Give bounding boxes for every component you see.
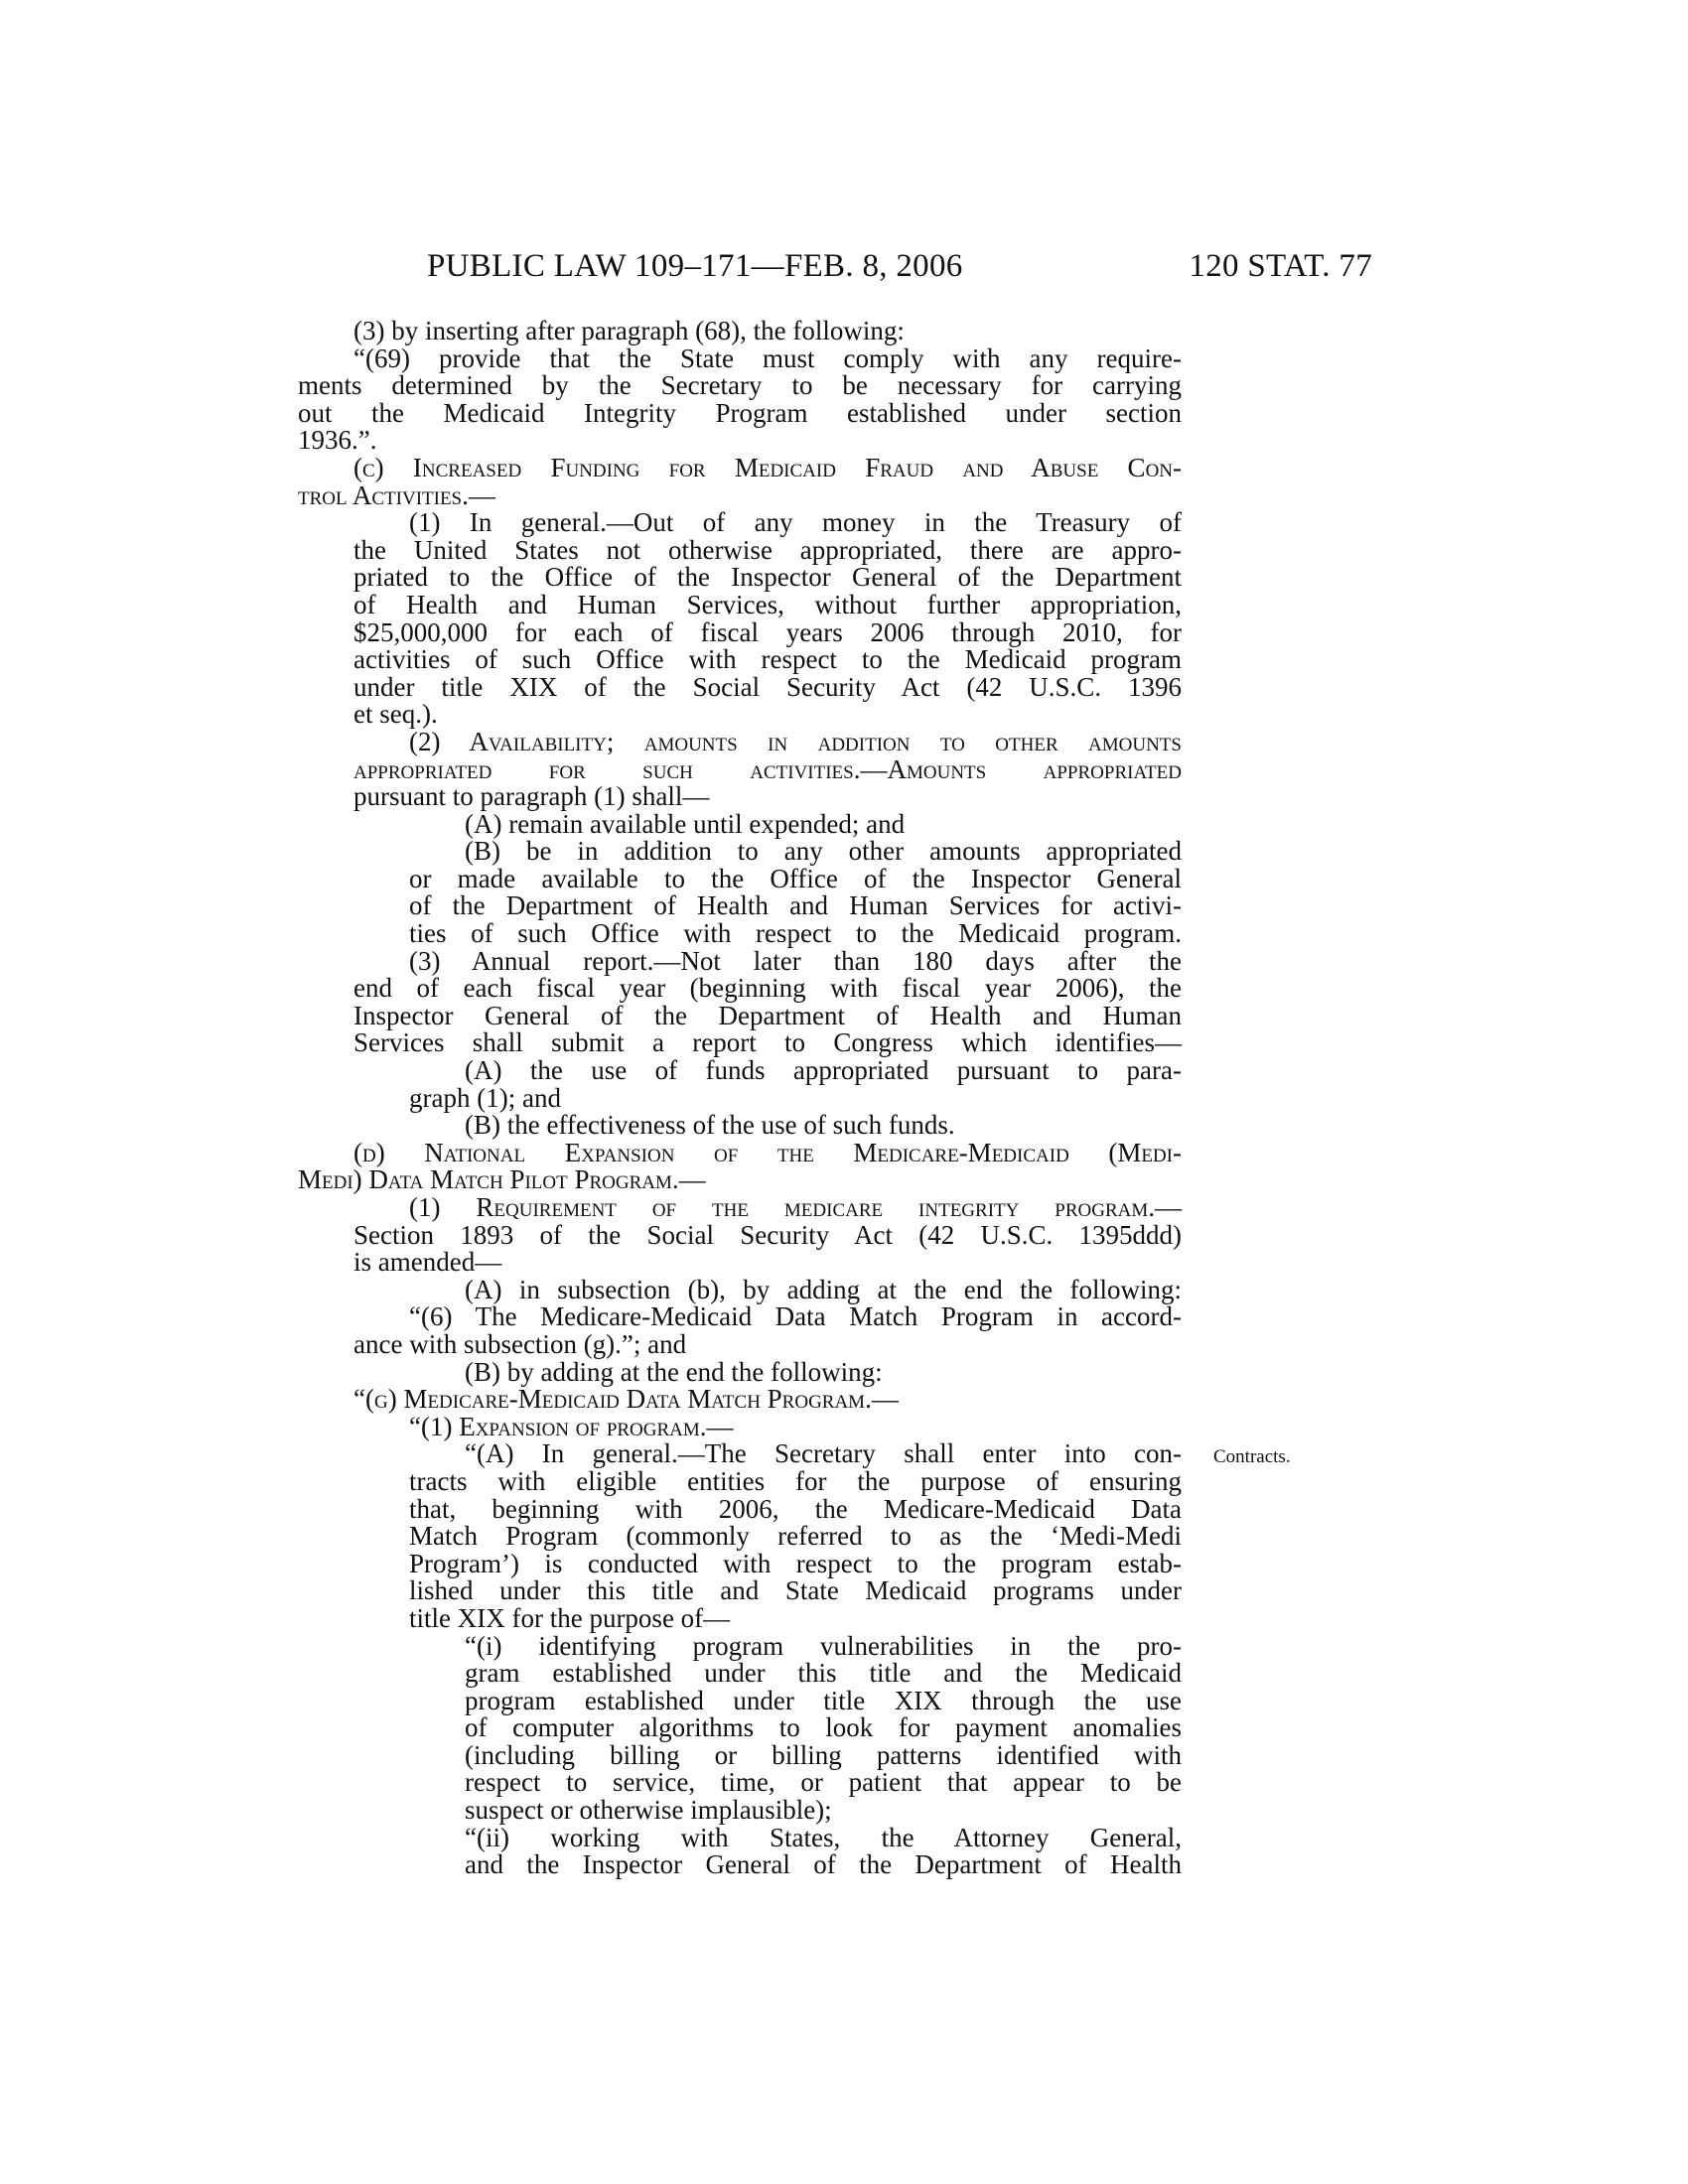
text-line: “(69) provide that the State must comply with any require- [353,342,1182,373]
text-line: (B) the effectiveness of the use of such funds. [465,1110,955,1141]
text-line: suspect or otherwise implausible); [465,1795,832,1826]
text-line: (A) remain available until expended; and [465,808,906,839]
text-line: “(A) In general.—The Secretary shall enter into con- [465,1438,1182,1469]
text-line: “(i) identifying program vulnerabilities in the pro- [465,1630,1182,1661]
text-line: (c) Increased Funding for Medicaid Fraud and Abuse Con- [353,452,1182,482]
text-line: Inspector General of the Department of Health and Human [353,1000,1182,1030]
text-line: tracts with eligible entities for the purpose of ensuring [409,1465,1182,1496]
text-line: (3) Annual report.—Not later than 180 days after the [409,945,1182,976]
text-line: (2) Availability; amounts in addition to other amounts [409,726,1182,756]
text-line: is amended— [353,1247,502,1278]
text-line: “(1) Expansion of program.— [409,1411,734,1441]
text-line: program established under title XIX through the use [465,1685,1182,1715]
margin-note: Contracts. [1213,1446,1291,1467]
text-line: or made available to the Office of the Inspector General [409,863,1182,893]
text-line: (B) by adding at the end the following: [465,1356,883,1387]
text-line: (d) National Expansion of the Medicare-Medicaid (Medi- [353,1137,1182,1167]
text-line: of computer algorithms to look for payment anomalies [465,1712,1182,1743]
text-line: “(6) The Medicare-Medicaid Data Match Program in accord- [409,1301,1182,1332]
text-line: under title XIX of the Social Security Act (42 U.S.C. 1396 [353,671,1182,702]
text-line: and the Inspector General of the Department of Health [465,1849,1182,1880]
text-line: end of each fiscal year (beginning with fiscal year 2006), the [353,973,1182,1004]
text-line: (1) Requirement of the medicare integrity program.— [409,1192,1182,1222]
text-line: (A) in subsection (b), by adding at the end the following: [465,1274,1182,1304]
text-line: Program’) is conducted with respect to the program estab- [409,1548,1182,1578]
text-line: priated to the Office of the Inspector General of the Department [353,562,1182,593]
text-line: appropriated for such activities.—Amounts appropriated [353,753,1182,784]
text-line: (A) the use of funds appropriated pursuant to para- [465,1055,1182,1086]
text-line: title XIX for the purpose of— [409,1602,731,1633]
text-line: Services shall submit a report to Congress which identifies— [353,1027,1182,1058]
text-line: trol Activities.— [298,479,495,510]
text-line: respect to service, time, or patient that appear to be [465,1767,1182,1798]
text-line: out the Medicaid Integrity Program established under section [298,397,1182,428]
text-line: et seq.). [353,699,438,730]
text-line: ments determined by the Secretary to be necessary for carrying [298,370,1182,401]
text-line: Match Program (commonly referred to as the ‘Medi-Medi [409,1521,1182,1552]
text-line: “(ii) working with States, the Attorney General, [465,1822,1182,1852]
text-line: pursuant to paragraph (1) shall— [353,781,710,812]
text-line: lished under this title and State Medicaid programs under [409,1575,1182,1606]
text-line: Section 1893 of the Social Security Act (42 U.S.C. 1395ddd) [353,1219,1182,1250]
page-header-title: PUBLIC LAW 109–171—FEB. 8, 2006 [427,248,963,284]
text-line: gram established under this title and the Medicaid [465,1658,1182,1689]
text-line: that, beginning with 2006, the Medicare-Medicaid Data [409,1493,1182,1524]
page-header-stat-number: 120 STAT. 77 [1189,248,1372,284]
text-line: the United States not otherwise appropriated, there are appro- [353,534,1182,565]
text-line: ance with subsection (g).”; and [353,1328,687,1359]
text-line: ties of such Office with respect to the Medicaid program. [409,918,1182,949]
text-line: $25,000,000 for each of fiscal years 2006 through 2010, for [353,616,1182,647]
text-line: (1) In general.—Out of any money in the Treasury of [409,507,1182,538]
text-line: 1936.”. [298,425,377,456]
text-line: graph (1); and [409,1082,561,1113]
statute-body-text [298,318,1182,1879]
text-line: (including billing or billing patterns identified with [465,1739,1182,1770]
text-line: activities of such Office with respect to the Medicaid program [353,644,1182,675]
text-line: “(g) Medicare-Medicaid Data Match Program.— [353,1384,899,1415]
text-line: of the Department of Health and Human Services for activi- [409,890,1182,921]
text-line: (B) be in addition to any other amounts appropriated [465,836,1182,867]
text-line: of Health and Human Services, without further appropriation, [353,589,1182,619]
text-line: (3) by inserting after paragraph (68), the following: [353,316,905,345]
text-line: Medi) Data Match Pilot Program.— [298,1164,706,1195]
